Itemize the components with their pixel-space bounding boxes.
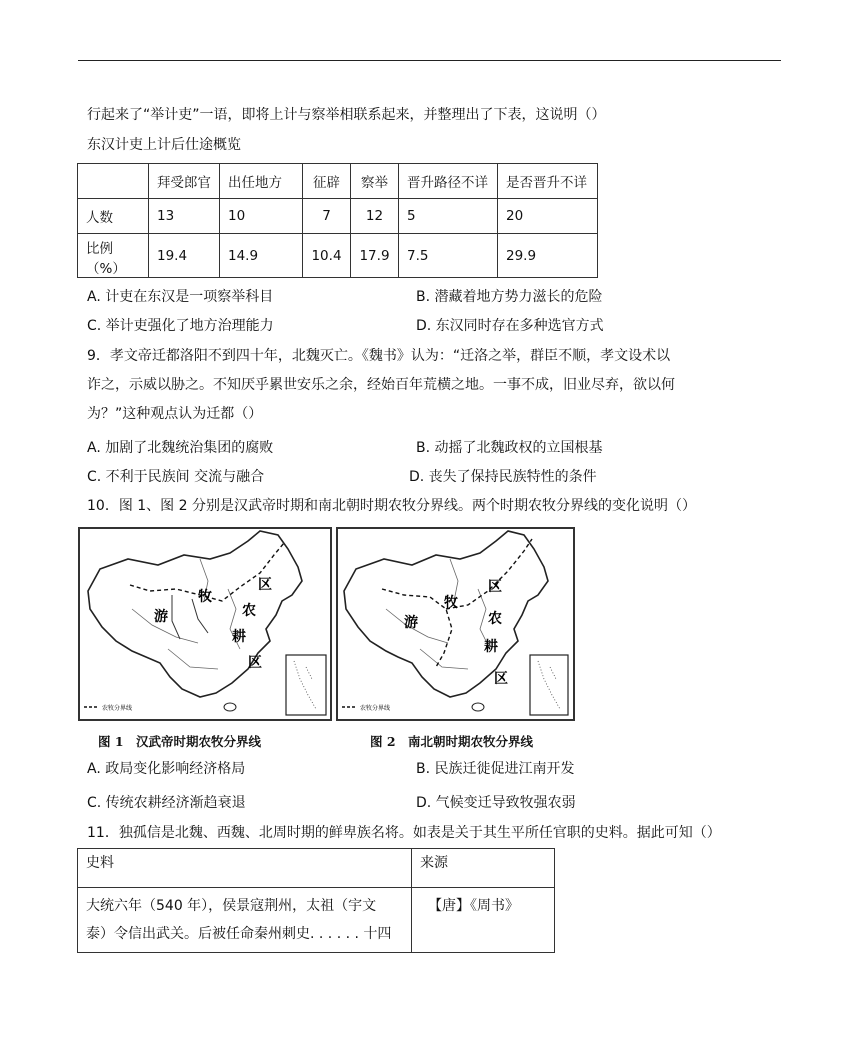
q9-option-a: A. 加剧了北魏统治集团的腐败 <box>87 440 274 456</box>
table-cell: 20 <box>498 199 598 234</box>
map-label-you: 游 <box>154 609 168 625</box>
map-figure-1 <box>78 527 332 721</box>
table-cell <box>78 888 412 953</box>
intro-line: 行起来了“举计吏”一语，即将上计与察举相联系起来，并整理出了下表，这说明（） <box>87 107 606 123</box>
table-header-cell: 晋升路径不详 <box>399 164 498 199</box>
q10-stem: 10．图 1、图 2 分别是汉武帝时期和南北朝时期农牧分界线。两个时期农牧分界线的变化说明（） <box>87 498 696 514</box>
china-map-1 <box>80 529 330 719</box>
q8-option-a: A. 计吏在东汉是一项察举科目 <box>87 289 274 305</box>
map-label-mu: 牧 <box>444 595 458 611</box>
map-label-mu: 牧 <box>198 589 212 605</box>
q8-option-b: B. 潜藏着地方势力滋长的危险 <box>416 289 603 305</box>
table-cell: 19.4 <box>149 234 220 278</box>
table-cell: 【唐】《周书》 <box>412 888 555 953</box>
table-header-cell: 是否晋升不详 <box>498 164 598 199</box>
table-cell: 14.9 <box>220 234 303 278</box>
table-cell: 17.9 <box>351 234 399 278</box>
table1-title: 东汉计吏上计后仕途概览 <box>87 137 241 153</box>
map-label-qu-1: 区 <box>258 577 272 593</box>
table-header-cell: 来源 <box>412 849 555 888</box>
q9-option-c: C. 不利于民族间 交流与融合 <box>87 469 265 485</box>
map-label-nong: 农 <box>488 611 502 627</box>
table-header-cell: 出任地方 <box>220 164 303 199</box>
table-header-cell: 史料 <box>78 849 412 888</box>
map-label-qu-2: 区 <box>248 655 262 671</box>
q9-line-3: 为？”这种观点认为迁都（） <box>87 406 263 422</box>
table-cell: 7 <box>303 199 351 234</box>
header-rule <box>78 60 781 61</box>
map-label-qu-1: 区 <box>488 579 502 595</box>
table-header-cell: 征辟 <box>303 164 351 199</box>
table-cell: 5 <box>399 199 498 234</box>
table-cell: 10 <box>220 199 303 234</box>
table-header-row <box>78 164 598 199</box>
q10-option-d: D. 气候变迁导致牧强农弱 <box>416 795 576 811</box>
map-legend: 农牧分界线 <box>360 705 391 712</box>
q9-line-1: 9．孝文帝迁都洛阳不到四十年，北魏灭亡。《魏书》认为：“迁洛之举，群臣不顺，孝文设术以 <box>87 348 671 364</box>
table-header-row <box>78 849 555 888</box>
table-row <box>78 234 598 278</box>
map-label-qu-2: 区 <box>494 671 508 687</box>
q8-option-d: D. 东汉同时存在多种选官方式 <box>416 318 604 334</box>
q10-option-c: C. 传统农耕经济渐趋衰退 <box>87 795 246 811</box>
table-row <box>78 199 598 234</box>
map-label-nong: 农 <box>242 603 256 619</box>
table-cell: 13 <box>149 199 220 234</box>
inset-map <box>286 655 326 715</box>
table-header-cell: 拜受郎官 <box>149 164 220 199</box>
q9-option-b: B. 动摇了北魏政权的立国根基 <box>416 440 603 456</box>
q9-line-2: 诈之，示威以胁之。不知厌乎累世安乐之余，经始百年荒横之地。一事不成，旧业尽弃，欲以何 <box>87 377 675 393</box>
table-cell: 比例（%） <box>78 234 149 278</box>
inset-map <box>530 655 568 715</box>
map-caption-2: 图 2 南北朝时期农牧分界线 <box>370 734 534 749</box>
table-header-cell: 察举 <box>351 164 399 199</box>
map-figure-2 <box>336 527 575 721</box>
source-table <box>77 848 555 953</box>
table-cell: 10.4 <box>303 234 351 278</box>
q8-option-c: C. 举计吏强化了地方治理能力 <box>87 318 274 334</box>
q10-option-a: A. 政局变化影响经济格局 <box>87 761 246 777</box>
table-row <box>78 888 555 953</box>
china-map-2 <box>338 529 573 719</box>
source-text-line-1: 大统六年（540 年），侯景寇荆州，太祖（宇文 <box>86 898 377 914</box>
map-caption-1: 图 1 汉武帝时期农牧分界线 <box>98 734 262 749</box>
map-label-geng: 耕 <box>232 629 246 645</box>
source-text-line-2: 泰）令信出武关。后被任命秦州刺史. . . . . . 十四 <box>86 926 392 942</box>
table-cell: 12 <box>351 199 399 234</box>
q9-option-d: D. 丧失了保持民族特性的条件 <box>409 469 597 485</box>
career-table <box>77 163 598 278</box>
q11-stem: 11．独孤信是北魏、西魏、北周时期的鲜卑族名将。如表是关于其生平所任官职的史料。据此可知（） <box>87 825 721 841</box>
table-header-cell <box>78 164 149 199</box>
table-cell: 29.9 <box>498 234 598 278</box>
table-cell: 7.5 <box>399 234 498 278</box>
map-label-you: 游 <box>404 615 418 631</box>
table-cell: 人数 <box>78 199 149 234</box>
map-label-geng: 耕 <box>484 639 498 655</box>
map-legend: 农牧分界线 <box>102 705 133 712</box>
q10-option-b: B. 民族迁徙促进江南开发 <box>416 761 575 777</box>
